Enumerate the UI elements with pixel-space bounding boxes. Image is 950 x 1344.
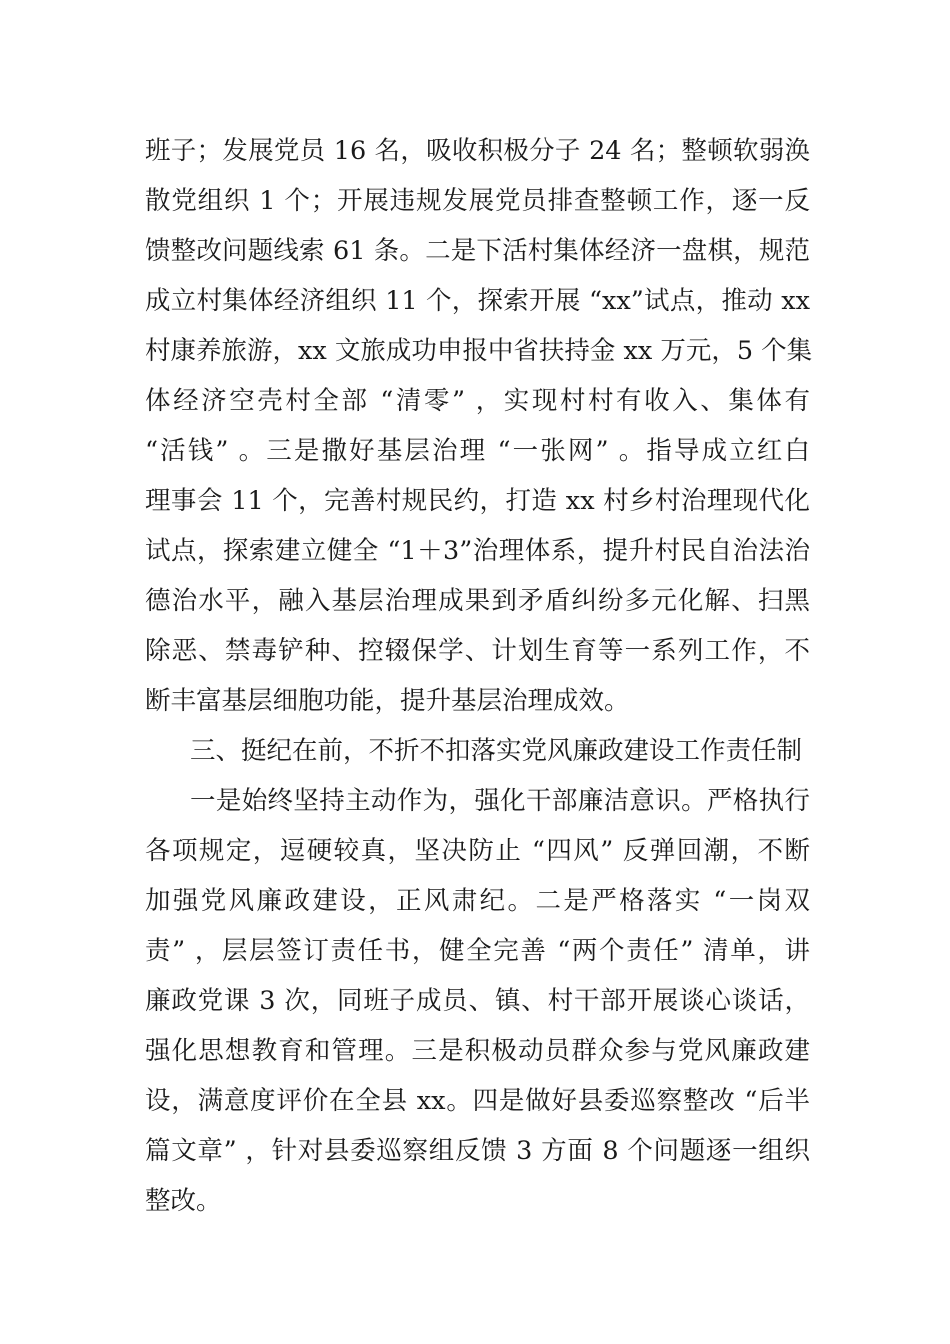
paragraph-line: “活钱” 。三是撒好基层治理 “一张网” 。指导成立红白 bbox=[145, 436, 810, 466]
paragraph-line: 馈整改问题线索 61 条。二是下活村集体经济一盘棋，规范 bbox=[145, 236, 810, 266]
paragraph-line: 廉政党课 3 次，同班子成员、镇、村干部开展谈心谈话， bbox=[145, 986, 810, 1016]
paragraph-line: 成立村集体经济组织 11 个，探索开展 “xx”试点，推动 xx bbox=[145, 286, 810, 316]
paragraph-line: 班子；发展党员 16 名，吸收积极分子 24 名；整顿软弱涣 bbox=[145, 136, 810, 166]
paragraph-line: 设，满意度评价在全县 xx。四是做好县委巡察整改 “后半 bbox=[145, 1086, 810, 1116]
section-heading: 三、挺纪在前，不折不扣落实党风廉政建设工作责任制 bbox=[190, 736, 803, 766]
paragraph-line: 理事会 11 个，完善村规民约，打造 xx 村乡村治理现代化 bbox=[145, 486, 810, 516]
paragraph-line: 各项规定，逗硬较真，坚决防止 “四风” 反弹回潮，不断 bbox=[145, 836, 810, 866]
paragraph-line: 德治水平，融入基层治理成果到矛盾纠纷多元化解、扫黑 bbox=[145, 586, 810, 616]
paragraph-line: 篇文章” ，针对县委巡察组反馈 3 方面 8 个问题逐一组织 bbox=[145, 1136, 810, 1166]
paragraph-line: 散党组织 1 个；开展违规发展党员排查整顿工作，逐一反 bbox=[145, 186, 810, 216]
paragraph-line: 村康养旅游，xx 文旅成功申报中省扶持金 xx 万元，5 个集 bbox=[145, 336, 813, 366]
paragraph-line: 试点，探索建立健全 “1＋3”治理体系，提升村民自治法治 bbox=[145, 536, 810, 566]
paragraph-line: 断丰富基层细胞功能，提升基层治理成效。 bbox=[145, 686, 630, 716]
paragraph-line: 整改。 bbox=[145, 1186, 222, 1216]
paragraph-line: 加强党风廉政建设，正风肃纪。二是严格落实 “一岗双 bbox=[145, 886, 810, 916]
paragraph-line: 强化思想教育和管理。三是积极动员群众参与党风廉政建 bbox=[145, 1036, 810, 1066]
paragraph-line: 责” ，层层签订责任书，健全完善 “两个责任” 清单，讲 bbox=[145, 936, 810, 966]
paragraph-line: 除恶、禁毒铲种、控辍保学、计划生育等一系列工作，不 bbox=[145, 636, 810, 666]
paragraph-line: 一是始终坚持主动作为，强化干部廉洁意识。严格执行 bbox=[190, 786, 810, 816]
paragraph-line: 体经济空壳村全部 “清零” ，实现村村有收入、集体有 bbox=[145, 386, 810, 416]
